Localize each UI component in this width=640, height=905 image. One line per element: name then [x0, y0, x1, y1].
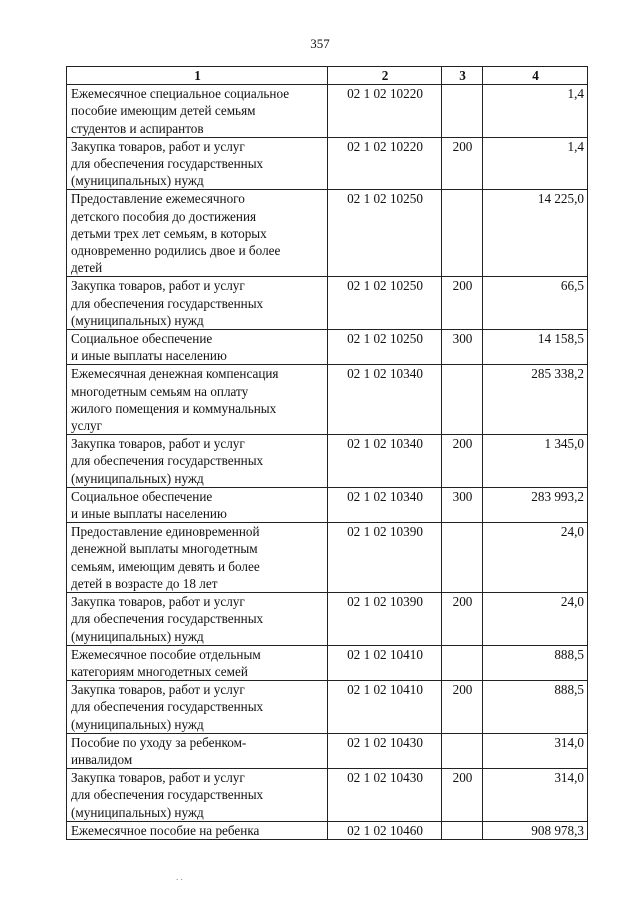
expense-name-line: детей в возрасте до 18 лет	[71, 575, 218, 591]
expense-type-cell	[442, 190, 483, 277]
expense-type-cell: 300	[442, 330, 483, 365]
classification-code-cell: 02 1 02 10340	[328, 435, 442, 488]
expense-name-line: для обеспечения государственных	[71, 156, 264, 172]
expense-name-line: детей	[71, 260, 103, 276]
expense-name-line: одновременно родились двое и более	[71, 243, 281, 259]
expense-name-line: (муниципальных) нужд	[71, 804, 204, 820]
expense-name-line: для обеспечения государственных	[71, 787, 264, 803]
amount-cell: 888,5	[483, 645, 588, 680]
expense-name-line: Социальное обеспечение	[71, 331, 213, 347]
expense-name-line: Ежемесячное пособие отдельным	[71, 646, 261, 662]
amount-cell: 1,4	[483, 137, 588, 190]
expense-name-cell	[67, 190, 328, 277]
amount-cell: 1,4	[483, 85, 588, 138]
expense-type-cell: 200	[442, 435, 483, 488]
classification-code-cell: 02 1 02 10220	[328, 137, 442, 190]
expense-name-line: Закупка товаров, работ и услуг	[71, 138, 245, 154]
classification-code-cell: 02 1 02 10390	[328, 523, 442, 593]
expense-name-cell	[67, 645, 328, 680]
expense-name-line: пособие имеющим детей семьям	[71, 103, 256, 119]
expense-name-line: Закупка товаров, работ и услуг	[71, 770, 245, 786]
expense-name-line: (муниципальных) нужд	[71, 628, 204, 644]
expense-name-cell	[67, 681, 328, 734]
amount-cell: 14 158,5	[483, 330, 588, 365]
expense-type-cell: 200	[442, 137, 483, 190]
expense-name-cell	[67, 523, 328, 593]
expense-name-line: Ежемесячное специальное социальное	[71, 86, 290, 102]
table-row	[67, 85, 588, 138]
amount-cell: 1 345,0	[483, 435, 588, 488]
classification-code-cell: 02 1 02 10340	[328, 487, 442, 522]
expense-name-cell	[67, 277, 328, 330]
expense-name-cell	[67, 733, 328, 768]
amount-cell: 24,0	[483, 593, 588, 646]
amount-cell: 908 978,3	[483, 821, 588, 839]
expense-name-cell	[67, 821, 328, 839]
classification-code-cell: 02 1 02 10410	[328, 681, 442, 734]
expense-name-line: инвалидом	[71, 751, 133, 767]
amount-cell: 888,5	[483, 681, 588, 734]
expense-name-line: и иные выплаты населению	[71, 348, 227, 364]
classification-code-cell: 02 1 02 10410	[328, 645, 442, 680]
amount-cell: 314,0	[483, 769, 588, 822]
amount-cell: 66,5	[483, 277, 588, 330]
table-row	[67, 593, 588, 646]
table-row	[67, 137, 588, 190]
expense-type-cell	[442, 523, 483, 593]
expense-name-cell	[67, 85, 328, 138]
expense-name-line: (муниципальных) нужд	[71, 312, 204, 328]
expense-name-line: Закупка товаров, работ и услуг	[71, 436, 245, 452]
expense-type-cell	[442, 645, 483, 680]
classification-code-cell: 02 1 02 10250	[328, 190, 442, 277]
classification-code-cell: 02 1 02 10430	[328, 733, 442, 768]
table-row	[67, 523, 588, 593]
expense-name-line: услуг	[71, 418, 103, 434]
expense-name-line: Ежемесячная денежная компенсация	[71, 366, 279, 382]
expense-type-cell: 200	[442, 277, 483, 330]
amount-cell: 283 993,2	[483, 487, 588, 522]
scan-mark: . .	[176, 872, 183, 882]
expense-type-cell: 200	[442, 593, 483, 646]
expense-name-line: студентов и аспирантов	[71, 120, 204, 136]
header-col-2: 2	[328, 67, 442, 85]
expense-name-line: и иные выплаты населению	[71, 506, 227, 522]
expense-name-line: Пособие по уходу за ребенком-	[71, 734, 247, 750]
expense-name-cell	[67, 365, 328, 435]
table-row	[67, 769, 588, 822]
expense-type-cell	[442, 365, 483, 435]
page-number: 357	[310, 36, 330, 51]
expense-name-line: Предоставление ежемесячного	[71, 191, 245, 207]
expense-name-line: для обеспечения государственных	[71, 699, 264, 715]
expense-name-cell	[67, 487, 328, 522]
classification-code-cell: 02 1 02 10220	[328, 85, 442, 138]
classification-code-cell: 02 1 02 10250	[328, 277, 442, 330]
expense-name-cell	[67, 435, 328, 488]
expense-type-cell: 300	[442, 487, 483, 522]
table-row	[67, 435, 588, 488]
expense-type-cell	[442, 821, 483, 839]
table-row	[67, 330, 588, 365]
expense-name-line: денежной выплаты многодетным	[71, 541, 258, 557]
expense-name-line: Предоставление единовременной	[71, 524, 260, 540]
header-row	[67, 67, 588, 85]
table-row	[67, 365, 588, 435]
expense-type-cell: 200	[442, 769, 483, 822]
expense-name-line: детьми трех лет семьям, в которых	[71, 225, 267, 241]
expense-name-line: многодетным семьям на оплату	[71, 383, 249, 399]
classification-code-cell: 02 1 02 10460	[328, 821, 442, 839]
table-row	[67, 190, 588, 277]
expense-name-line: Закупка товаров, работ и услуг	[71, 278, 245, 294]
expense-name-cell	[67, 593, 328, 646]
expense-name-line: семьям, имеющим девять и более	[71, 558, 260, 574]
expense-name-line: для обеспечения государственных	[71, 611, 264, 627]
classification-code-cell: 02 1 02 10250	[328, 330, 442, 365]
expense-name-line: Закупка товаров, работ и услуг	[71, 594, 245, 610]
amount-cell: 24,0	[483, 523, 588, 593]
table-body	[67, 85, 588, 840]
expense-name-line: Социальное обеспечение	[71, 488, 213, 504]
expense-name-line: (муниципальных) нужд	[71, 173, 204, 189]
expense-name-line: детского пособия до достижения	[71, 208, 257, 224]
table-row	[67, 487, 588, 522]
expense-name-cell	[67, 769, 328, 822]
expense-name-cell	[67, 137, 328, 190]
budget-table	[66, 66, 588, 840]
table-row	[67, 733, 588, 768]
header-col-1: 1	[67, 67, 328, 85]
expense-name-line: Ежемесячное пособие на ребенка	[71, 822, 260, 838]
header-col-4: 4	[483, 67, 588, 85]
table-header	[67, 67, 588, 85]
expense-name-line: для обеспечения государственных	[71, 295, 264, 311]
amount-cell: 14 225,0	[483, 190, 588, 277]
expense-name-line: категориям многодетных семей	[71, 663, 248, 679]
table-row	[67, 821, 588, 839]
expense-type-cell: 200	[442, 681, 483, 734]
expense-type-cell	[442, 85, 483, 138]
classification-code-cell: 02 1 02 10340	[328, 365, 442, 435]
classification-code-cell: 02 1 02 10430	[328, 769, 442, 822]
expense-name-line: жилого помещения и коммунальных	[71, 400, 277, 416]
expense-name-line: (муниципальных) нужд	[71, 716, 204, 732]
table-row	[67, 645, 588, 680]
expense-name-cell	[67, 330, 328, 365]
table-row	[67, 681, 588, 734]
header-col-3: 3	[442, 67, 483, 85]
expense-name-line: Закупка товаров, работ и услуг	[71, 682, 245, 698]
amount-cell: 285 338,2	[483, 365, 588, 435]
classification-code-cell: 02 1 02 10390	[328, 593, 442, 646]
expense-name-line: для обеспечения государственных	[71, 453, 264, 469]
expense-type-cell	[442, 733, 483, 768]
table-row	[67, 277, 588, 330]
expense-name-line: (муниципальных) нужд	[71, 470, 204, 486]
amount-cell: 314,0	[483, 733, 588, 768]
